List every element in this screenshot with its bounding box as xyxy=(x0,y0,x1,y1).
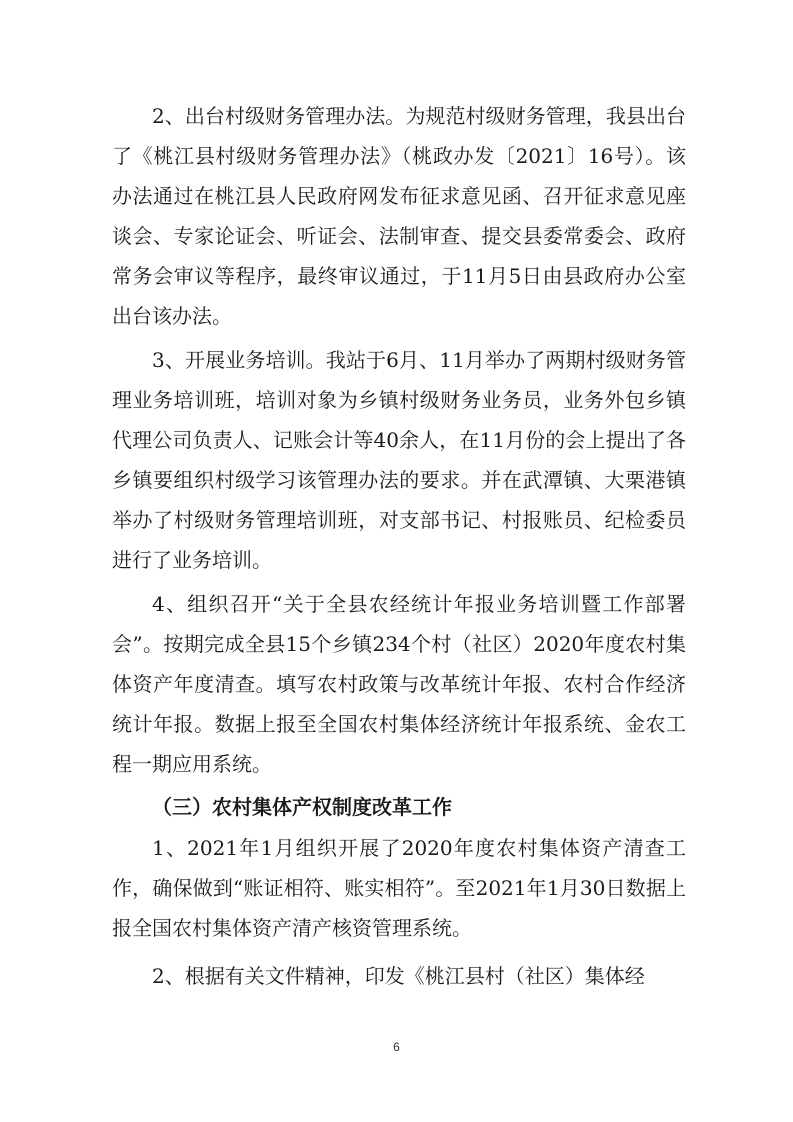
section-heading: （三）农村集体产权制度改革工作 xyxy=(152,795,452,819)
page-number: 6 xyxy=(393,1040,400,1054)
paragraph-financial-measures: 2、出台村级财务管理办法。为规范村级财务管理，我县出台了《桃江县村级财务管理办法》（桃政办发〔2021〕16号）。该办法通过在桃江县人民政府网发布征求意见函、召开征求意见座谈会、专家论证会、听证会、法制审查、提交县委常委会、政府常务会审议等程序，最终审议通过，于11月5日由县政府办公室出台该办法。 xyxy=(112,104,686,328)
paragraph-asset-inventory: 1、2021年1月组织开展了2020年度农村集体资产清查工作，确保做到“账证相符、账实相符”。至2021年1月30日数据上报全国农村集体资产清产核资管理系统。 xyxy=(112,836,686,940)
paragraph-document-issuance: 2、根据有关文件精神，印发《桃江县村（社区）集体经 xyxy=(152,964,645,988)
paragraph-statistics-meeting: 4、组织召开“关于全县农经统计年报业务培训暨工作部署会”。按期完成全县15个乡镇234个村（社区）2020年度农村集体资产年度清查。填写农村政策与改革统计年报、农村合作经济统计年报。数据上报至全国农村集体经济统计年报系统、金农工程一期应用系统。 xyxy=(112,592,686,776)
paragraph-business-training: 3、开展业务培训。我站于6月、11月举办了两期村级财务管理业务培训班，培训对象为乡镇村级财务业务员，业务外包乡镇代理公司负责人、记账会计等40余人，在11月份的会上提出了各乡镇要组织村级学习该管理办法的要求。并在武潭镇、大栗港镇举办了村级财务管理培训班，对支部书记、村报账员、纪检委员进行了业务培训。 xyxy=(112,348,686,572)
document-body xyxy=(112,96,686,996)
